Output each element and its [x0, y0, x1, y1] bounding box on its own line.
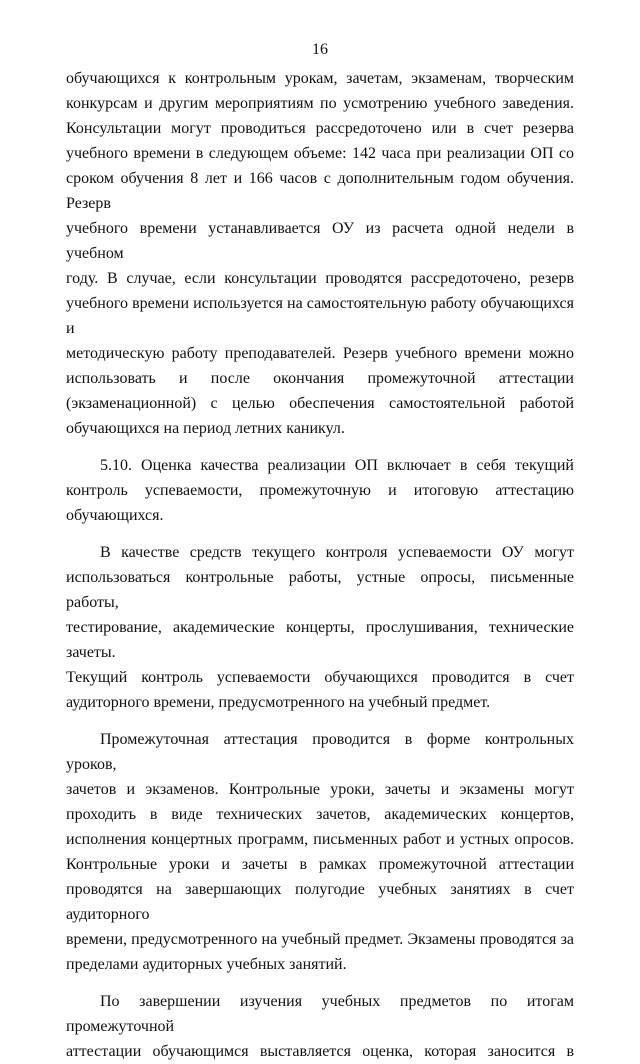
paragraph-line: обучающихся. — [66, 507, 164, 524]
paragraph-line: зачетов и экзаменов. Контрольные уроки, зачеты и экзамены могут — [66, 781, 574, 798]
page-number: 16 — [312, 41, 328, 58]
paragraph-line: методическую работу преподавателей. Резерв учебного времени можно — [66, 345, 574, 362]
paragraph-line: Промежуточная аттестация проводится в форме контрольных уроков, — [66, 731, 574, 773]
paragraph-line: учебного времени используется на самостоятельную работу обучающихся и — [66, 295, 574, 337]
paragraph-line: использовать и после окончания промежуточной аттестации — [66, 370, 574, 387]
paragraph-line: сроком обучения 8 лет и 166 часов с дополнительным годом обучения. Резерв — [66, 170, 574, 212]
paragraph-line: использоваться контрольные работы, устные опросы, письменные работы, — [66, 569, 574, 611]
paragraph-line: Текущий контроль успеваемости обучающихся проводится в счет — [66, 669, 574, 686]
paragraph-line: Контрольные уроки и зачеты в рамках промежуточной аттестации — [66, 856, 574, 873]
paragraph-line: обучающихся на период летних каникул. — [66, 420, 345, 437]
document-body — [66, 66, 574, 1064]
paragraph-line: конкурсам и другим мероприятиям по усмотрению учебного заведения. — [66, 95, 574, 112]
paragraph-line: исполнения концертных программ, письменных работ и устных опросов. — [66, 831, 574, 848]
paragraph-line: учебного времени в следующем объеме: 142 часа при реализации ОП со — [66, 145, 574, 162]
paragraph-line: времени, предусмотренного на учебный предмет. Экзамены проводятся за — [66, 931, 574, 948]
paragraph-line: году. В случае, если консультации проводятся рассредоточено, резерв — [66, 270, 574, 287]
paragraph-line: В качестве средств текущего контроля успеваемости ОУ могут — [100, 544, 574, 561]
paragraph-line: проходить в виде технических зачетов, академических концертов, — [66, 806, 574, 823]
paragraph-line: (экзаменационной) с целью обеспечения самостоятельной работой — [66, 395, 574, 412]
paragraph-line: контроль успеваемости, промежуточную и итоговую аттестацию — [66, 482, 574, 499]
paragraph-line: аттестации обучающимся выставляется оценка, которая заносится в — [66, 1043, 574, 1060]
paragraph-line: учебного времени устанавливается ОУ из расчета одной недели в учебном — [66, 220, 574, 262]
paragraph-line: проводятся на завершающих полугодие учебных занятиях в счет аудиторного — [66, 881, 574, 923]
paragraph-line: Консультации могут проводиться рассредоточено или в счет резерва — [66, 120, 574, 137]
paragraph-line: По завершении изучения учебных предметов по итогам промежуточной — [66, 993, 574, 1035]
paragraph-line: тестирование, академические концерты, прослушивания, технические зачеты. — [66, 619, 574, 661]
paragraph-line: пределами аудиторных учебных занятий. — [66, 956, 347, 973]
paragraph-line: аудиторного времени, предусмотренного на учебный предмет. — [66, 694, 491, 711]
paragraph-line: обучающихся к контрольным урокам, зачетам, экзаменам, творческим — [66, 70, 574, 87]
paragraph-line: 5.10. Оценка качества реализации ОП включает в себя текущий — [100, 457, 574, 474]
